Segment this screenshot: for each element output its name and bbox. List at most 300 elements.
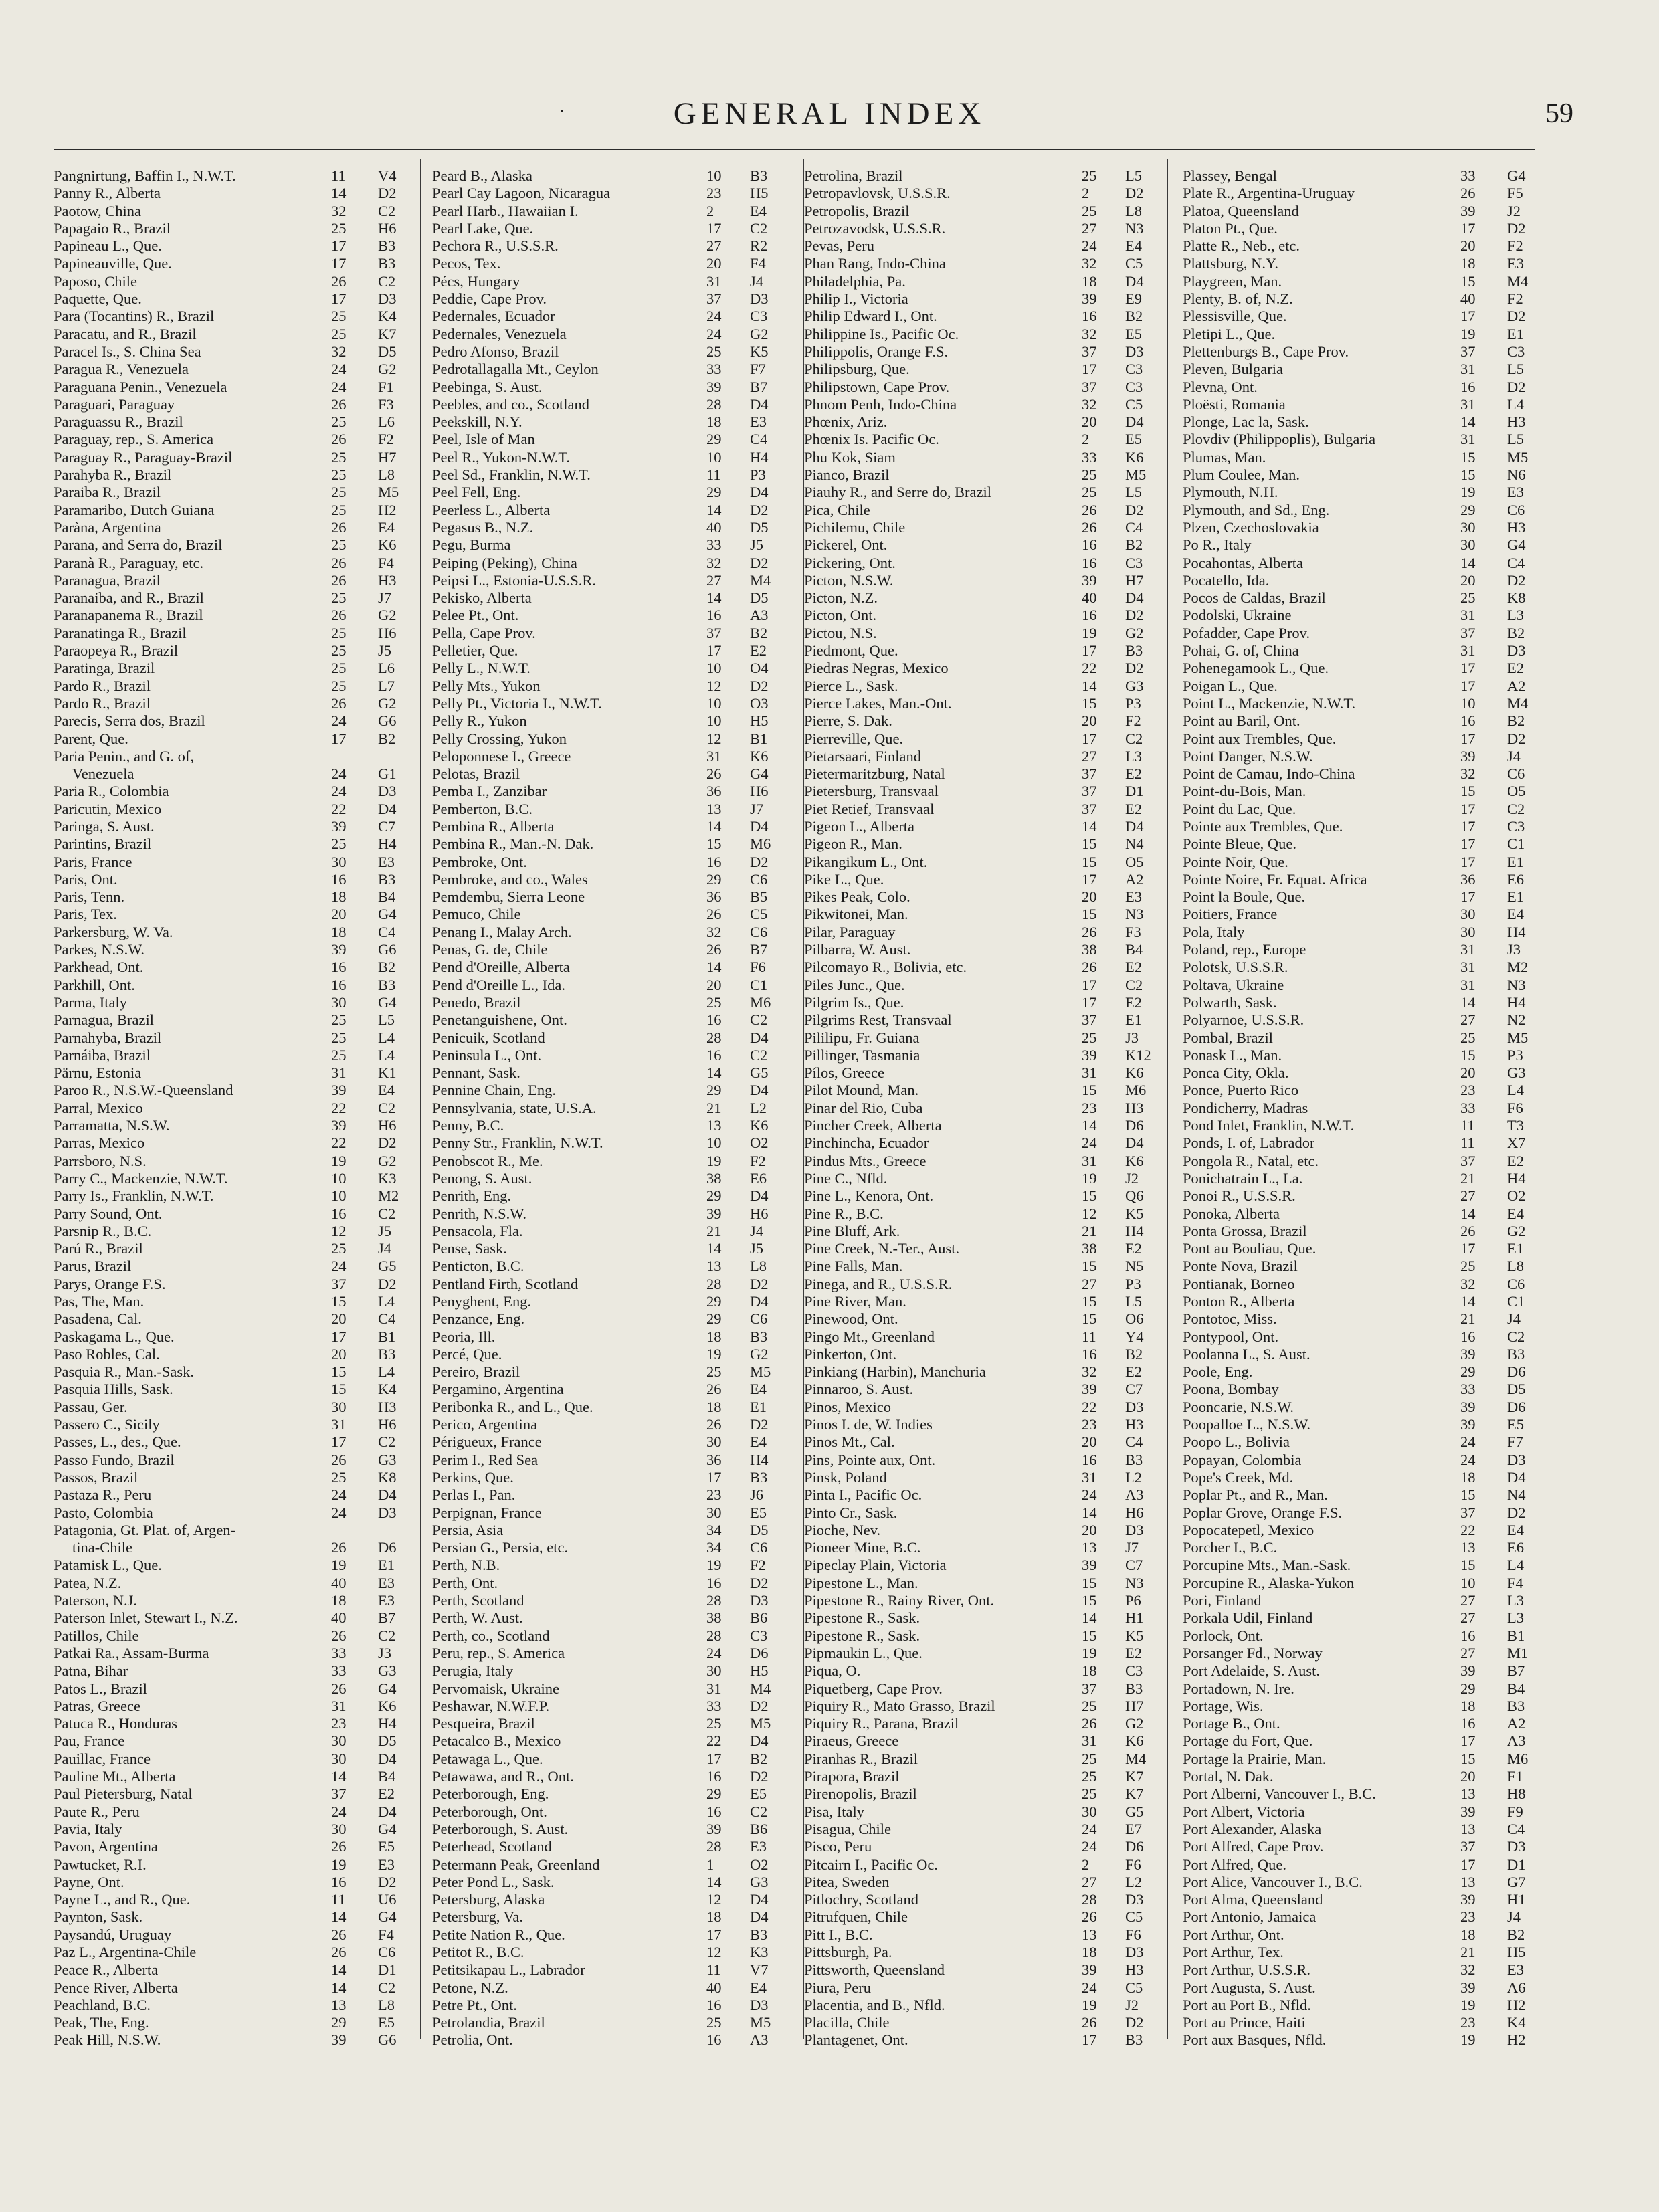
entry-place-name: Paquette, Que. [54,290,142,308]
index-entry [54,1732,415,1750]
entry-grid-reference: K8 [1507,589,1526,607]
entry-page-number: 21 [1460,1310,1476,1328]
index-entry [54,994,415,1011]
entry-place-name: Picton, N.S.W. [804,571,894,589]
index-entry [804,1856,1162,1874]
entry-page-number: 26 [331,571,347,589]
entry-place-name: Penticton, B.C. [432,1258,524,1275]
entry-page-number: 25 [331,308,347,325]
entry-place-name: Poltava, Ukraine [1183,976,1284,993]
entry-grid-reference: H1 [1125,1609,1144,1627]
entry-page-number: 30 [706,1662,722,1680]
index-entry [54,1381,415,1398]
entry-place-name: Peddie, Cape Prov. [432,290,547,308]
entry-place-name: Perkins, Que. [432,1468,514,1486]
index-entry [432,1117,797,1134]
entry-grid-reference: C5 [1125,255,1143,272]
entry-place-name: Penyghent, Eng. [432,1293,532,1310]
entry-page-number: 15 [1082,906,1097,923]
entry-grid-reference: D2 [750,1574,769,1591]
entry-grid-reference: D4 [378,1486,397,1504]
entry-place-name: Paragua R., Venezuela [54,361,189,378]
index-entry [804,1715,1162,1732]
entry-place-name: Pori, Finland [1183,1592,1262,1609]
entry-grid-reference: D5 [1507,1381,1526,1398]
index-entry [54,818,415,835]
entry-grid-reference: B2 [1125,308,1143,325]
entry-page-number: 30 [331,853,347,870]
entry-page-number: 32 [706,554,722,571]
entry-grid-reference: E2 [750,642,767,660]
entry-page-number: 25 [331,325,347,342]
entry-page-number: 19 [1460,325,1476,342]
entry-grid-reference: B7 [750,378,768,395]
entry-grid-reference: C2 [378,1099,396,1116]
entry-place-name: Point la Boule, Que. [1183,888,1306,906]
entry-page-number: 13 [706,1117,722,1134]
index-entry [1183,642,1541,660]
entry-grid-reference: A3 [1125,1486,1144,1504]
entry-page-number: 10 [331,1169,347,1187]
entry-place-name: Pointe Noire, Fr. Equat. Africa [1183,870,1367,888]
entry-grid-reference: O4 [750,660,769,677]
entry-grid-reference: F4 [1507,1574,1523,1591]
entry-page-number: 39 [1460,1662,1476,1680]
entry-page-number: 25 [331,589,347,607]
index-entry [804,536,1162,554]
entry-grid-reference: E3 [1507,484,1524,501]
entry-page-number: 17 [1082,2031,1097,2049]
entry-place-name: Parma, Italy [54,993,127,1011]
index-entry [54,1416,415,1433]
entry-page-number: 20 [1460,1768,1476,1785]
index-entry [1183,1680,1541,1698]
index-entry [1183,536,1541,554]
entry-place-name: Peter Pond L., Sask. [432,1873,555,1890]
entry-place-name: Payne, Ont. [54,1873,124,1890]
entry-grid-reference: D6 [378,1539,397,1556]
entry-page-number: 16 [706,1574,722,1591]
entry-grid-reference: H7 [378,448,397,466]
entry-grid-reference: C3 [1125,361,1143,378]
index-entry [432,1785,797,1803]
entry-grid-reference: C6 [1507,765,1525,783]
entry-place-name: Perugia, Italy [432,1662,514,1680]
entry-grid-reference: H3 [378,1398,397,1415]
entry-grid-reference: J5 [378,642,392,660]
entry-place-name: Philadelphia, Pa. [804,272,906,290]
entry-place-name: Podolski, Ukraine [1183,607,1292,624]
entry-place-name: Paracatu, and R., Brazil [54,325,197,342]
entry-page-number: 37 [1082,378,1097,395]
entry-place-name: Perth, co., Scotland [432,1627,550,1644]
entry-place-name: Popocatepetl, Mexico [1183,1521,1314,1538]
index-entry [54,1891,415,1908]
entry-grid-reference: K3 [750,1943,769,1960]
entry-place-name: Pierre, S. Dak. [804,712,892,730]
entry-page-number: 39 [1460,747,1476,765]
index-entry [1183,959,1541,976]
entry-place-name: Pinewood, Ont. [804,1310,898,1328]
index-entry [432,273,797,290]
entry-page-number: 26 [1082,2014,1097,2031]
entry-place-name: Pohai, G. of, China [1183,642,1299,660]
entry-place-name: Pembina R., Alberta [432,817,555,835]
entry-page-number: 29 [706,870,722,888]
entry-grid-reference: E5 [378,2014,395,2031]
index-entry [1183,1152,1541,1170]
entry-grid-reference: B2 [1125,1345,1143,1363]
entry-page-number: 26 [331,1680,347,1697]
entry-grid-reference: D2 [750,1275,769,1292]
entry-page-number: 26 [331,1451,347,1468]
entry-place-name: Pletipi L., Que. [1183,325,1276,342]
index-entry [1183,466,1541,484]
entry-page-number: 17 [1082,976,1097,993]
index-entry [432,835,797,853]
entry-place-name: Paranà R., Paraguay, etc. [54,554,204,571]
entry-grid-reference: C2 [750,1046,768,1064]
entry-place-name: Pawtucket, R.I. [54,1855,147,1873]
entry-place-name: Petropavlovsk, U.S.S.R. [804,185,951,202]
index-entry [804,1363,1162,1381]
entry-page-number: 37 [1082,1680,1097,1697]
index-entry [432,167,797,185]
entry-grid-reference: C6 [750,1539,768,1556]
index-entry [804,343,1162,361]
index-entry [432,1293,797,1310]
index-entry [432,1152,797,1170]
index-entry [54,413,415,431]
entry-page-number: 37 [1082,783,1097,800]
entry-page-number: 14 [1460,1205,1476,1222]
entry-place-name: Paris, Tenn. [54,888,125,906]
entry-grid-reference: H4 [750,448,769,466]
entry-grid-reference: D4 [750,1732,769,1750]
index-entry [54,1328,415,1346]
entry-place-name: Point Danger, N.S.W. [1183,747,1313,765]
entry-page-number: 31 [331,1697,347,1714]
entry-place-name: Platoa, Queensland [1183,202,1299,219]
entry-page-number: 14 [706,1240,722,1258]
index-entry [804,2031,1162,2049]
entry-place-name: Petropolis, Brazil [804,202,910,219]
entry-page-number: 33 [331,1662,347,1680]
entry-grid-reference: C3 [1125,1662,1143,1680]
entry-page-number: 10 [706,694,722,712]
entry-place-name: Paranatinga R., Brazil [54,624,187,641]
entry-grid-reference: G3 [378,1451,397,1468]
entry-page-number: 31 [706,747,722,765]
entry-place-name: Port Alice, Vancouver I., B.C. [1183,1873,1363,1890]
index-entry [804,1170,1162,1187]
index-entry [54,1944,415,1961]
index-entry [432,343,797,361]
entry-page-number: 27 [1082,1873,1097,1890]
index-entry [432,1539,797,1556]
entry-grid-reference: H6 [378,1416,397,1433]
index-entry [54,1276,415,1293]
entry-place-name: Pierreville, Que. [804,730,904,747]
entry-place-name: Para (Tocantins) R., Brazil [54,308,215,325]
entry-place-name: Plattsburg, N.Y. [1183,255,1278,272]
entry-place-name: Pinos Mt., Cal. [804,1433,895,1451]
index-entry [804,1680,1162,1698]
entry-place-name: Penas, G. de, Chile [432,941,548,959]
index-entry [804,1645,1162,1662]
entry-page-number: 26 [1082,518,1097,536]
index-entry [54,1258,415,1275]
entry-place-name: Pitrufquen, Chile [804,1908,908,1926]
entry-place-name: Plantagenet, Ont. [804,2031,908,2049]
entry-place-name: Petitot R., B.C. [432,1943,524,1960]
entry-place-name: Pesqueira, Brazil [432,1715,535,1732]
entry-place-name: Poopo L., Bolivia [1183,1433,1290,1451]
entry-grid-reference: L8 [1507,1258,1524,1275]
entry-grid-reference: F3 [378,395,394,413]
entry-place-name: Petersburg, Va. [432,1908,524,1926]
entry-page-number: 15 [1460,272,1476,290]
index-entry [1183,1838,1541,1855]
entry-page-number: 24 [331,1803,347,1820]
entry-grid-reference: D3 [378,1504,397,1521]
entry-place-name: Percé, Que. [432,1345,502,1363]
entry-grid-reference: C2 [378,1205,396,1222]
entry-place-name: Port Alma, Queensland [1183,1891,1323,1908]
entry-page-number: 17 [1082,730,1097,747]
entry-page-number: 27 [1460,1609,1476,1627]
entry-grid-reference: K3 [378,1169,397,1187]
entry-grid-reference: G4 [1507,167,1526,184]
entry-page-number: 17 [331,730,347,747]
index-entry [804,326,1162,343]
entry-grid-reference: F4 [378,1926,394,1943]
entry-grid-reference: C5 [750,906,768,923]
entry-place-name: Placentia, and B., Nfld. [804,1996,945,2013]
entry-grid-reference: E4 [750,1979,767,1996]
index-entry [432,237,797,255]
entry-page-number: 25 [1082,1750,1097,1767]
entry-grid-reference: D4 [378,800,397,817]
entry-page-number: 26 [706,906,722,923]
index-entry [804,1874,1162,1891]
entry-page-number: 15 [331,1363,347,1381]
entry-place-name: Pointe aux Trembles, Que. [1183,817,1343,835]
entry-page-number: 19 [1082,1644,1097,1662]
index-entry [54,1592,415,1609]
entry-page-number: 39 [1460,1803,1476,1820]
entry-place-name: Pavia, Italy [54,1820,122,1837]
index-entry [804,1011,1162,1029]
entry-place-name: Port Antonio, Jamaica [1183,1908,1316,1926]
entry-page-number: 31 [1460,361,1476,378]
entry-grid-reference: G2 [750,325,769,342]
entry-page-number: 2 [706,202,714,219]
entry-place-name: Ponca City, Okla. [1183,1064,1289,1082]
index-entry [804,1276,1162,1293]
index-entry [54,924,415,941]
index-entry [54,1575,415,1592]
entry-grid-reference: N3 [1507,976,1526,993]
entry-grid-reference: K1 [378,1064,397,1082]
entry-page-number: 24 [331,783,347,800]
entry-page-number: 15 [331,1293,347,1310]
entry-place-name: Pine Bluff, Ark. [804,1222,900,1239]
index-entry [804,1926,1162,1944]
entry-grid-reference: C3 [750,308,768,325]
index-entry [432,1874,797,1891]
entry-place-name: Port Alfred, Cape Prov. [1183,1838,1324,1855]
entry-place-name: Patamisk L., Que. [54,1556,162,1574]
entry-place-name: Pärnu, Estonia [54,1064,142,1082]
entry-place-name: Parnahyba, Brazil [54,1029,162,1046]
entry-grid-reference: D2 [378,1134,397,1152]
entry-place-name: Pine C., Nfld. [804,1169,888,1187]
index-entry [432,1346,797,1363]
entry-place-name: Port aux Basques, Nfld. [1183,2031,1327,2049]
entry-page-number: 21 [706,1099,722,1116]
index-entry [54,748,415,765]
index-entry [432,1011,797,1029]
index-entry [1183,1715,1541,1732]
entry-place-name: Peebinga, S. Aust. [432,378,543,395]
entry-place-name: Passero C., Sicily [54,1416,160,1433]
entry-place-name: Philippine Is., Pacific Oc. [804,325,959,342]
entry-grid-reference: B3 [378,237,396,255]
index-entry [54,1029,415,1047]
entry-page-number: 39 [1082,290,1097,308]
index-entry [1183,1785,1541,1803]
entry-grid-reference: D3 [1125,1943,1144,1960]
entry-place-name: Parnagua, Brazil [54,1011,154,1029]
entry-grid-reference: G1 [378,765,397,783]
entry-page-number: 17 [331,1433,347,1451]
entry-grid-reference: H3 [378,571,397,589]
entry-place-name: Pelly Crossing, Yukon [432,730,567,747]
index-entry [1183,1381,1541,1398]
index-entry [1183,1926,1541,1944]
entry-grid-reference: Y4 [1125,1328,1144,1345]
entry-grid-reference: F1 [378,378,394,395]
entry-page-number: 14 [331,1979,347,1996]
entry-page-number: 14 [1082,1504,1097,1521]
index-entry [54,572,415,589]
entry-grid-reference: E3 [378,1592,395,1609]
index-entry [432,678,797,695]
index-entry [432,326,797,343]
entry-grid-reference: D2 [378,1873,397,1890]
entry-grid-reference: F2 [1507,237,1523,255]
index-entry [1183,1205,1541,1223]
entry-page-number: 25 [706,2014,722,2031]
entry-place-name: Penedo, Brazil [432,993,521,1011]
entry-place-name: Pinsk, Poland [804,1468,887,1486]
entry-place-name: Port Arthur, Ont. [1183,1926,1284,1943]
entry-grid-reference: O2 [1507,1187,1526,1205]
index-entry [54,1399,415,1416]
entry-grid-reference: C5 [1125,1908,1143,1926]
entry-grid-reference: J6 [750,1486,764,1504]
entry-grid-reference: K4 [378,308,397,325]
entry-page-number: 21 [1460,1169,1476,1187]
entry-grid-reference: J2 [1507,202,1521,219]
entry-page-number: 39 [1460,1345,1476,1363]
entry-page-number: 37 [1082,765,1097,783]
entry-grid-reference: K7 [378,325,397,342]
entry-grid-reference: H3 [1125,1099,1144,1116]
index-entry [54,449,415,466]
index-entry [1183,237,1541,255]
entry-grid-reference: C7 [378,817,396,835]
entry-grid-reference: K5 [1125,1205,1144,1222]
entry-place-name: Ploësti, Romania [1183,395,1286,413]
entry-grid-reference: L4 [1507,1556,1524,1574]
entry-page-number: 15 [1082,853,1097,870]
entry-place-name: Pemba I., Zanzibar [432,783,547,800]
entry-grid-reference: C2 [750,219,768,237]
index-entry [804,1732,1162,1750]
index-entry [1183,396,1541,413]
entry-grid-reference: L5 [1507,431,1524,448]
entry-place-name: Parsnip R., B.C. [54,1222,152,1239]
index-entry [1183,1451,1541,1469]
entry-place-name: Peekskill, N.Y. [432,413,522,431]
entry-grid-reference: E4 [1507,1205,1524,1222]
entry-place-name: Paricutin, Mexico [54,800,162,817]
entry-place-name: Paul Pietersburg, Natal [54,1785,193,1803]
entry-grid-reference: K4 [378,1381,397,1398]
entry-page-number: 40 [331,1609,347,1627]
entry-grid-reference: G3 [750,1873,769,1890]
entry-page-number: 19 [1460,2031,1476,2049]
entry-page-number: 15 [706,835,722,853]
entry-grid-reference: F2 [750,1556,766,1574]
entry-grid-reference: E2 [1125,765,1142,783]
entry-page-number: 15 [1082,1592,1097,1609]
index-entry [54,1627,415,1645]
entry-place-name: Pasto, Colombia [54,1504,153,1521]
header-rule [54,149,1535,150]
entry-grid-reference: K5 [1125,1627,1144,1644]
entry-page-number: 22 [1460,1521,1476,1538]
entry-place-name: Point aux Trembles, Que. [1183,730,1337,747]
entry-place-name: Plonge, Lac la, Sask. [1183,413,1309,431]
index-entry [54,1609,415,1627]
entry-place-name: Peel Fell, Eng. [432,484,521,501]
entry-grid-reference: G3 [1507,1064,1526,1082]
entry-page-number: 17 [706,1750,722,1767]
entry-page-number: 26 [331,1539,347,1556]
index-entry [432,431,797,448]
entry-page-number: 20 [331,906,347,923]
entry-place-name: Ponask L., Man. [1183,1046,1282,1064]
entry-page-number: 16 [706,607,722,624]
index-entry [804,1803,1162,1821]
entry-grid-reference: B2 [750,1750,768,1767]
entry-grid-reference: M4 [750,1680,771,1697]
entry-page-number: 37 [1460,624,1476,641]
index-entry [1183,853,1541,871]
entry-grid-reference: C2 [1125,976,1143,993]
entry-place-name: Pembroke, and co., Wales [432,870,588,888]
index-entry [804,1064,1162,1082]
entry-place-name: Piura, Peru [804,1979,871,1996]
entry-page-number: 25 [1460,589,1476,607]
entry-place-name: Petitsikapau L., Labrador [432,1961,585,1979]
entry-grid-reference: M5 [750,2014,771,2031]
entry-grid-reference: D2 [750,677,769,694]
entry-page-number: 24 [706,325,722,342]
